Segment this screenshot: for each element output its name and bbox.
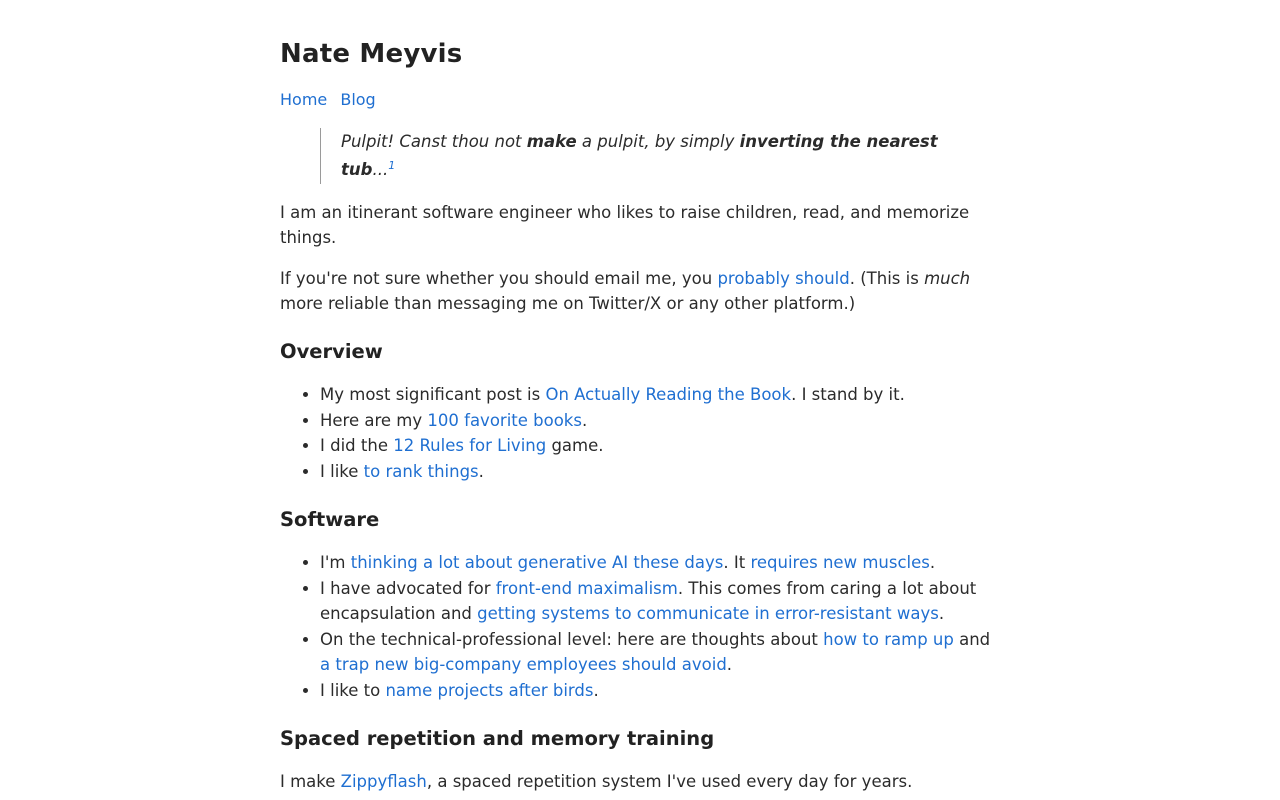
list-text: . <box>929 553 936 572</box>
post-link-big-company-trap[interactable]: a trap new big-company employees should avoid <box>320 655 727 674</box>
post-link-on-actually-reading[interactable]: On Actually Reading the Book <box>545 385 792 404</box>
list-text: . <box>581 410 588 430</box>
post-link-rank-things[interactable]: to rank things <box>363 461 479 481</box>
list-text: I like to <box>320 680 386 700</box>
footnote-link[interactable]: 1 <box>388 159 396 172</box>
list-text: I did the <box>320 436 394 455</box>
paragraph-text: I make <box>280 772 341 791</box>
quote-text: ... <box>372 160 389 179</box>
quote-bold-make: make <box>526 132 577 151</box>
software-heading: Software <box>280 508 380 531</box>
contact-text: more reliable than messaging me on Twitter/X or any other platform.) <box>280 294 856 313</box>
post-link-ramp-up[interactable]: how to ramp up <box>823 629 954 649</box>
site-nav <box>280 88 1000 112</box>
list-text: game. <box>546 436 604 455</box>
list-item <box>320 459 1000 485</box>
quote-bold-tub: inverting the nearest tub <box>341 132 938 179</box>
post-link-new-muscles[interactable]: requires new muscles <box>750 553 930 572</box>
quote-text: Pulpit! Canst thou not <box>341 132 527 151</box>
intro-paragraph: I am an itinerant software engineer who likes to raise children, read, and memorize things. <box>280 203 970 247</box>
list-item <box>320 550 1000 576</box>
contact-emphasis: much <box>924 269 971 288</box>
list-text: . It <box>723 553 751 572</box>
list-text: . <box>726 655 733 674</box>
paragraph-text: , a spaced repetition system I've used every day for years. <box>426 772 913 791</box>
list-text: I like <box>320 461 364 481</box>
list-text: My most significant post is <box>320 385 546 404</box>
overview-heading: Overview <box>280 340 383 363</box>
nav-link-home[interactable]: Home <box>280 90 328 109</box>
spaced-repetition-paragraph <box>280 769 1000 794</box>
site-title: Nate Meyvis <box>280 39 463 69</box>
list-item <box>320 576 1000 627</box>
quote-text: a pulpit, by simply <box>576 132 740 151</box>
post-link-front-end-maximalism[interactable]: front-end maximalism <box>495 578 678 598</box>
spaced-repetition-heading: Spaced repetition and memory training <box>280 727 715 750</box>
list-text: . <box>478 461 484 481</box>
list-text: I have advocated for <box>320 578 496 598</box>
list-text: . This comes from caring a lot about encapsulation and <box>320 578 977 623</box>
email-link[interactable]: probably should <box>717 269 850 288</box>
nav-link-blog[interactable]: Blog <box>340 90 376 109</box>
list-text: . <box>593 680 599 700</box>
contact-paragraph <box>280 266 1000 316</box>
post-link-12-rules[interactable]: 12 Rules for Living <box>393 436 547 455</box>
contact-text: If you're not sure whether you should email me, you <box>280 269 718 288</box>
list-item <box>320 627 1000 678</box>
post-link-birds[interactable]: name projects after birds <box>385 680 594 700</box>
post-link-error-resistant[interactable]: getting systems to communicate in error-resistant ways <box>477 604 939 623</box>
post-link-generative-ai[interactable]: thinking a lot about generative AI these days <box>350 553 724 572</box>
overview-list <box>280 382 1000 484</box>
list-text: . I stand by it. <box>791 385 905 404</box>
software-list <box>280 550 1000 703</box>
list-text: . <box>938 604 945 623</box>
list-text: and <box>953 629 991 649</box>
zippyflash-link[interactable]: Zippyflash <box>340 772 427 791</box>
list-text: On the technical-professional level: here are thoughts about <box>320 629 824 649</box>
list-item <box>320 678 1000 704</box>
post-link-favorite-books[interactable]: 100 favorite books <box>427 410 582 430</box>
epigraph-quote <box>320 128 941 184</box>
list-item <box>320 382 1000 408</box>
list-text: I'm <box>320 553 351 572</box>
list-text: Here are my <box>320 410 428 430</box>
contact-text: . (This is <box>849 269 925 288</box>
list-item <box>320 408 1000 434</box>
list-item <box>320 433 1000 459</box>
page-content <box>280 0 1000 794</box>
